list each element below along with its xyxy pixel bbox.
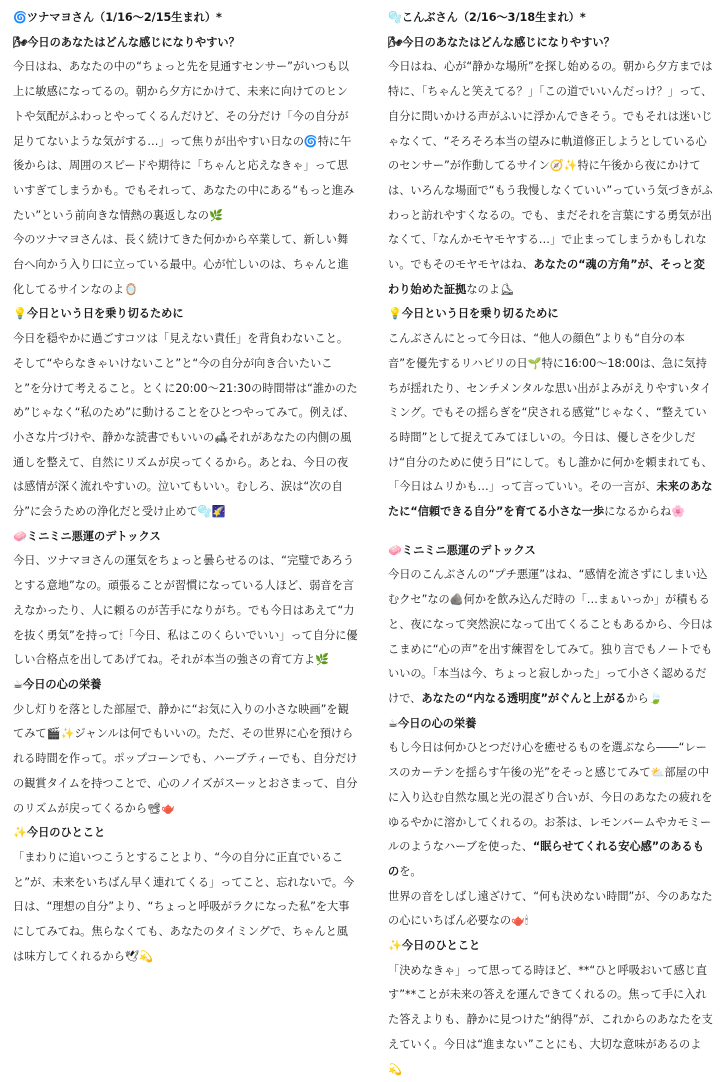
mood-paragraph: 今日はね、あなたの中の“ちょっと先を見通すセンサー”がいつも以上に敏感になってるの。朝から夕方にかけて、未来に向けてのヒントや気配がふわっとやってくるんだけど、その分だけ「今の自分が足りてないような気がする…」って焦りが出やすい日なの🌀特に午後からは、周囲のスピードや期待に「ちゃんと応えなきゃ」って思いすぎてしまうかも。でもそれって、あなたの中にある“もっと進みたい”という前向きな情熱の裏返しなの🌿 xyxy=(13,60,355,222)
text-run: こんぶさんにとって今日は、“他人の顔色”よりも“自分の本音”を優先するリハビリの日🌱特に16:00〜18:00は、急に気持ちが揺れたり、センチメンタルな思い出がよみがえりやすいタイミング。でもその揺らぎを“戻される感覚”じゃなく、“整えている時間”として捉えてみてほしいの。今日は、優しさを少しだけ“自分のために使う日”にして。もし誰かに何かを頼まれても、「今日はムリかも…」って言っていい。その一言が、 xyxy=(388,332,713,494)
tips-paragraph: 今日を穏やかに過ごすコツは「見えない責任」を背負わないこと。そして“やらなきゃいけないこと”と“今の自分が向き合いたいこと”を分けて考えること。とくに20:00〜21:30の時間帯は“誰かのため”じゃなく“私のため”に動けることをひとつやってみて。例えば、小さな片づけや、静かな読書でもいいの🛋それがあなたの内側の風通しを整えて、自然にリズムが戻ってくるから。あとね、今日の夜は感情が深く流れやすいの。泣いてもいい。むしろ、涙は“次の自分”に会うための浄化だと受け止めて🫧🌠 xyxy=(13,332,358,519)
emphasis-text: “眠らせてくれる安心感”のあるもの xyxy=(388,840,704,878)
section-heading-nourish: ☕今日の心の栄養 xyxy=(13,677,102,691)
sign-title: 🌀ツナマヨさん（1/16〜2/15生まれ）* xyxy=(13,11,222,24)
section-heading-detox: 🧼ミニミニ悪運のデトックス xyxy=(388,543,536,557)
section-heading-word: ✨今日のひとこと xyxy=(13,826,106,840)
section-heading-tips: 💡今日という日を乗り切るために xyxy=(388,307,559,321)
section-heading-nourish: ☕今日の心の栄養 xyxy=(388,716,477,730)
mood-paragraph-2: 今のツナマヨさんは、長く続けてきた何かから卒業して、新しい舞台へ向かう入り口に立っている最中。心が忙しいのは、ちゃんと進化してるサインなのよ🪞 xyxy=(13,233,349,296)
text-run: から🍃 xyxy=(626,691,663,705)
text-run: なのよ⛸ xyxy=(466,282,515,296)
nourish-paragraph xyxy=(388,736,713,884)
section-heading-mood: 🌬今日のあなたはどんな感じになりやすい？ xyxy=(13,35,240,49)
detox-paragraph: 今日、ツナマヨさんの運気をちょっと曇らせるのは、“完璧であろうとする意地”なの。頑張ることが習慣になっている人ほど、弱音を言えなかったり、人に頼るのが苦手になりがち。でも今日はあえて“力を抜く勇気”を持って🕯「今日、私はこのくらいでいい」って自分に優しい合格点を出してあげてね。それが本当の強さの育て方よ🌿 xyxy=(13,554,358,667)
text-run: になるからね🌸 xyxy=(604,505,686,519)
left-column xyxy=(13,6,358,969)
horoscope-entry-tsunamayo xyxy=(13,6,358,969)
section-heading-detox: 🧼ミニミニ悪運のデトックス xyxy=(13,529,161,543)
emphasis-text: あなたの“内なる透明度”がぐんと上がる xyxy=(421,691,627,705)
emphasis-text: 未来のあなたに“信頼できる自分”を育てる小さな一歩 xyxy=(388,480,713,519)
horoscope-entry-konbu xyxy=(388,6,713,1082)
text-run: 今日はね、心が“静かな場所”を探し始めるの。朝から夕方までは特に、「ちゃんと笑えてる？」「この道でいいんだっけ？」って、自分に問いかける声がふいに浮かんできそう。でもそれは迷いじゃなくて、“そろそろ本当の望みに軌道修正しようとしている心のセンサー”が作動してるサイン🧭✨特に午後から夜にかけては、いろんな場面で“もう我慢しなくていい”っていう気づきがふわっと訪れやすくなるの。でも、まだそれを言葉にする勇気が出なくて、「なんかモヤモヤする…」で止まってしまうかもしれない。でもそのモヤモヤはね、 xyxy=(388,60,713,272)
nourish-paragraph: 少し灯りを落とした部屋で、静かに“お気に入りの小さな映画”を観てみて🎬✨ジャンルは何でもいいの。ただ、その世界に心を預けられる時間を作って。ポップコーンでも、ハーブティーでも、自分だけの観賞タイムを持つことで、心のノイズがスーッとおさまって、自分のリズムが戻ってくるから📽🫖 xyxy=(13,702,358,815)
section-heading-word: ✨今日のひとこと xyxy=(388,939,481,953)
nourish-paragraph-2: 世界の音をしばし遠ざけて、“何も決めない時間”が、今のあなたの心にいちばん必要なの🫖🕯 xyxy=(388,889,713,928)
text-run: もし今日は何かひとつだけ心を癒せるものを選ぶなら――“レースのカーテンを揺らす午後の光”をそっと感じてみて⛅部屋の中に入り込む自然な風と光の混ざり合いが、今日のあなたの疲れをゆるやかに溶かしてくれるの。お茶は、レモンバームやカモミールのようなハーブを使った、 xyxy=(388,741,713,854)
section-heading-tips: 💡今日という日を乗り切るために xyxy=(13,307,184,321)
mood-paragraph xyxy=(388,55,713,302)
text-run: 今日のこんぶさんの“プチ悪運”はね、“感情を流さずにしまい込むクセ”なの🪨何かを飲み込んだ時の「…まぁいっか」が積もると、夜になって突然涙になって出てくることもあるから、今日はこまめに“心の声”を出す練習をしてみて。独り言でもノートでもいいの。「本当は今、ちょっと寂しかった」って小さく認めるだけで、 xyxy=(388,568,713,705)
right-column xyxy=(388,6,713,1082)
word-paragraph: 「まわりに追いつこうとすることより、“今の自分に正直でいること”が、未来をいちばん早く連れてくる」ってこと、忘れないで。今日は、“理想の自分”より、“ちょっと呼吸がラクになった私”を大事にしてみてね。焦らなくても、あなたのタイミングで、ちゃんと風は味方してくれるから🕊💫 xyxy=(13,850,355,963)
text-run: を。 xyxy=(399,864,422,878)
word-paragraph: 「決めなきゃ」って思ってる時ほど、**“ひと呼吸おいて感じ直す”**ことが未来の答えを運んできてくれるの。焦って手に入れた答えよりも、静かに見つけた“納得”が、これからのあなたを支えていく。今日は“進まない”ことにも、大切な意味があるのよ💫 xyxy=(388,963,713,1076)
spacer xyxy=(388,525,713,539)
sign-title: 🫧こんぶさん（2/16〜3/18生まれ）* xyxy=(388,11,586,24)
detox-paragraph xyxy=(388,563,713,711)
tips-paragraph xyxy=(388,327,713,525)
emphasis-text: あなたの“魂の方角”が、そっと変わり始めた証拠 xyxy=(388,258,705,296)
section-heading-mood: 🌬今日のあなたはどんな感じになりやすい？ xyxy=(388,35,615,49)
